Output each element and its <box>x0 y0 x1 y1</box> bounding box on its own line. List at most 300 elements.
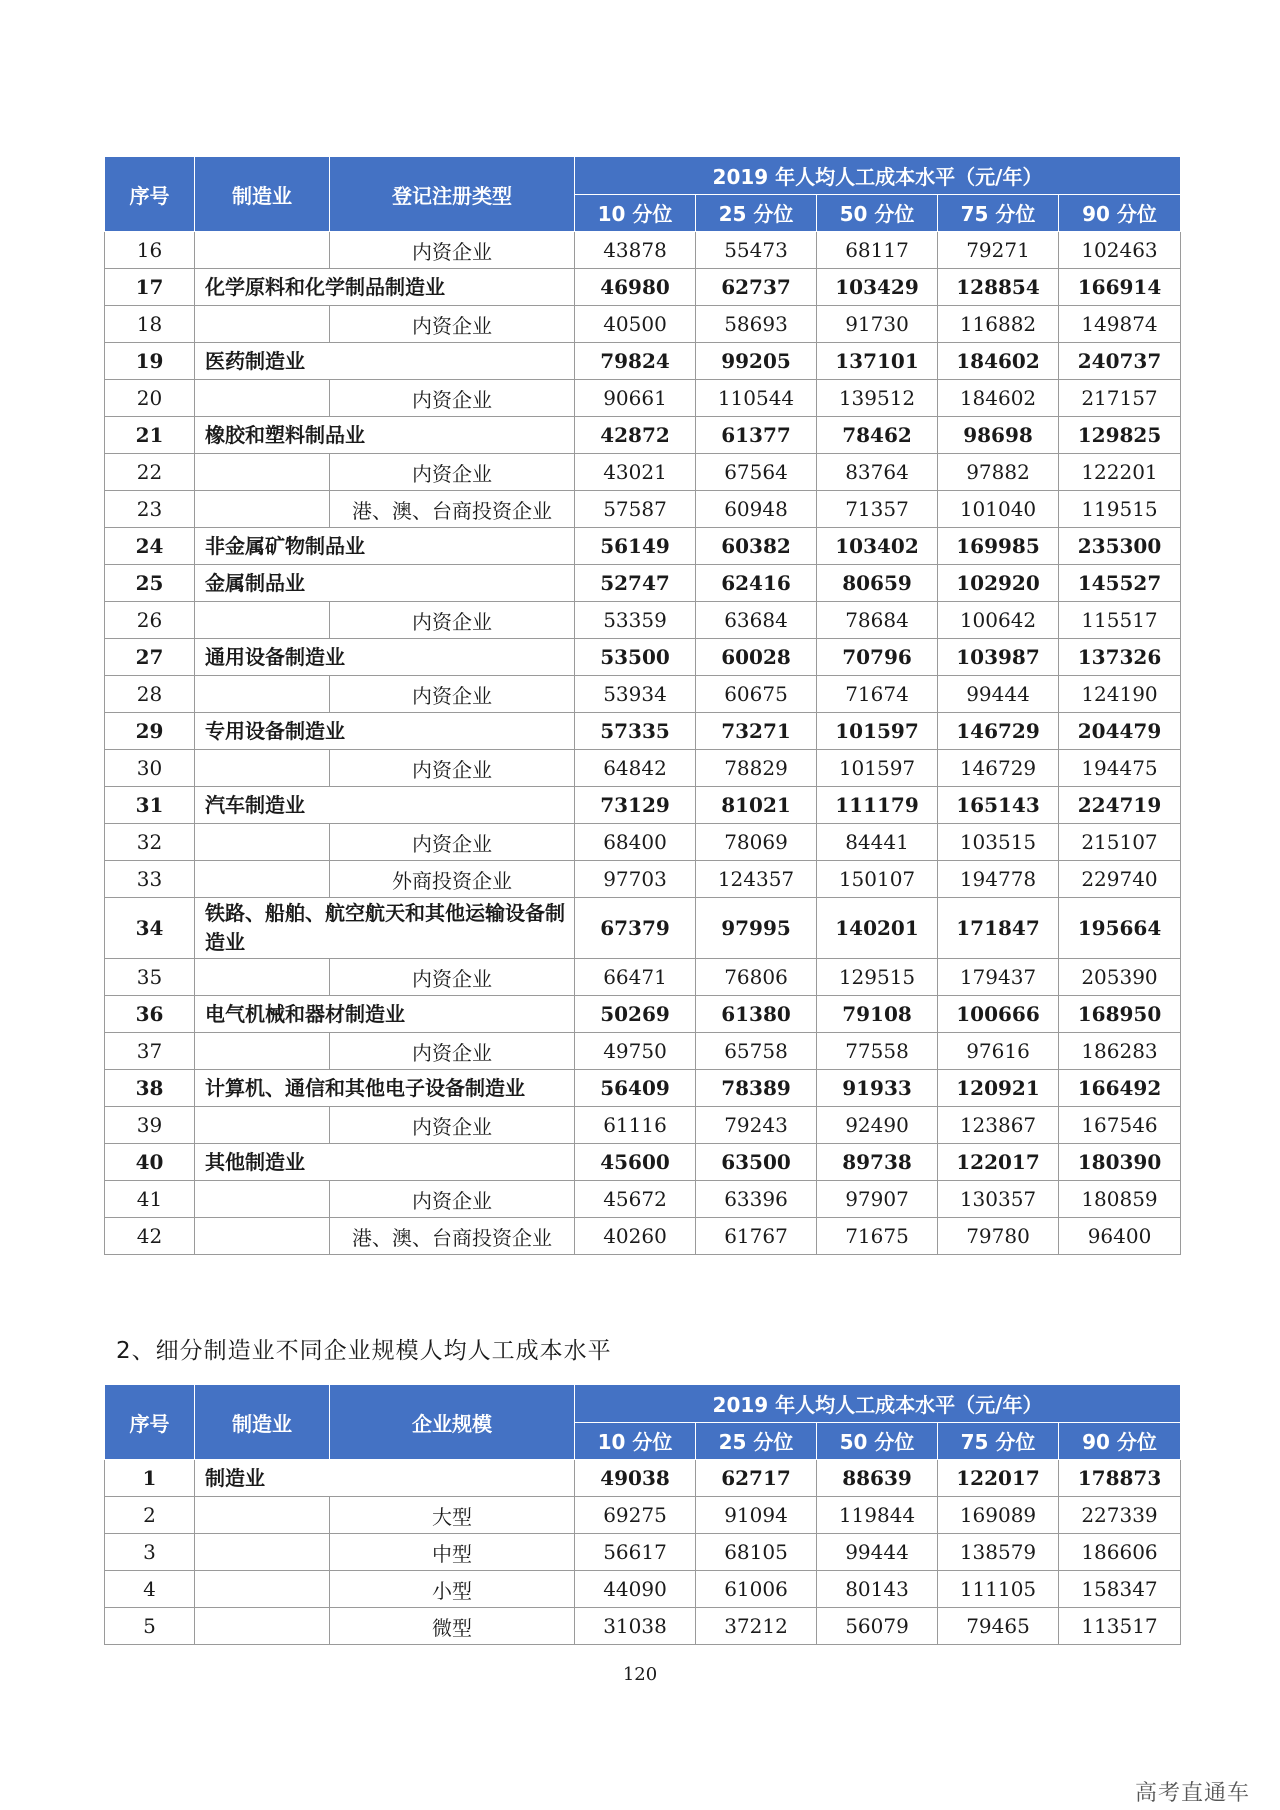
value-p50: 103402 <box>817 528 938 565</box>
header-registration-type: 登记注册类型 <box>330 157 575 232</box>
value-p75: 194778 <box>938 861 1059 898</box>
value-p25: 99205 <box>696 343 817 380</box>
value-p10: 49038 <box>575 1460 696 1497</box>
row-number: 34 <box>105 898 195 959</box>
empty-cell <box>195 861 330 898</box>
row-number: 18 <box>105 306 195 343</box>
value-p25: 79243 <box>696 1107 817 1144</box>
row-number: 5 <box>105 1608 195 1645</box>
value-p25: 91094 <box>696 1497 817 1534</box>
row-number: 37 <box>105 1033 195 1070</box>
table-row <box>105 996 1181 1033</box>
wage-table-by-registration-type <box>104 156 1181 1255</box>
header-p25: 25 分位 <box>696 194 817 232</box>
industry-name: 专用设备制造业 <box>195 713 575 750</box>
empty-cell <box>195 1497 330 1534</box>
value-p50: 70796 <box>817 639 938 676</box>
value-p90: 158347 <box>1059 1571 1181 1608</box>
value-p25: 61377 <box>696 417 817 454</box>
value-p75: 97616 <box>938 1033 1059 1070</box>
value-p90: 229740 <box>1059 861 1181 898</box>
value-p50: 119844 <box>817 1497 938 1534</box>
value-p50: 83764 <box>817 454 938 491</box>
table-row <box>105 1571 1181 1608</box>
value-p50: 103429 <box>817 269 938 306</box>
table-row <box>105 1107 1181 1144</box>
value-p75: 130357 <box>938 1181 1059 1218</box>
category-type: 微型 <box>330 1608 575 1645</box>
value-p25: 78069 <box>696 824 817 861</box>
table-row <box>105 306 1181 343</box>
value-p10: 61116 <box>575 1107 696 1144</box>
value-p50: 71357 <box>817 491 938 528</box>
value-p90: 149874 <box>1059 306 1181 343</box>
value-p90: 195664 <box>1059 898 1181 959</box>
value-p50: 89738 <box>817 1144 938 1181</box>
table-row <box>105 1534 1181 1571</box>
value-p10: 97703 <box>575 861 696 898</box>
table-row <box>105 1608 1181 1645</box>
value-p25: 62416 <box>696 565 817 602</box>
header-no: 序号 <box>105 1385 195 1460</box>
value-p50: 78684 <box>817 602 938 639</box>
table-row <box>105 1218 1181 1255</box>
value-p10: 43878 <box>575 232 696 269</box>
value-p90: 115517 <box>1059 602 1181 639</box>
watermark-text: 高考直通车 <box>1134 1781 1250 1806</box>
empty-cell <box>195 306 330 343</box>
row-number: 31 <box>105 787 195 824</box>
value-p75: 101040 <box>938 491 1059 528</box>
value-p25: 61380 <box>696 996 817 1033</box>
table-row <box>105 602 1181 639</box>
value-p75: 103515 <box>938 824 1059 861</box>
value-p75: 146729 <box>938 750 1059 787</box>
value-p10: 50269 <box>575 996 696 1033</box>
header-cost-group: 2019 年人均人工成本水平（元/年） <box>575 157 1181 195</box>
category-type: 内资企业 <box>330 1107 575 1144</box>
row-number: 30 <box>105 750 195 787</box>
value-p10: 90661 <box>575 380 696 417</box>
value-p75: 179437 <box>938 959 1059 996</box>
category-type: 大型 <box>330 1497 575 1534</box>
row-number: 36 <box>105 996 195 1033</box>
value-p25: 62717 <box>696 1460 817 1497</box>
table-row <box>105 380 1181 417</box>
table-row <box>105 454 1181 491</box>
category-type: 内资企业 <box>330 824 575 861</box>
table-row <box>105 1033 1181 1070</box>
row-number: 24 <box>105 528 195 565</box>
value-p90: 129825 <box>1059 417 1181 454</box>
table-row <box>105 861 1181 898</box>
value-p10: 66471 <box>575 959 696 996</box>
value-p50: 71674 <box>817 676 938 713</box>
value-p75: 102920 <box>938 565 1059 602</box>
table-row <box>105 1460 1181 1497</box>
category-type: 内资企业 <box>330 750 575 787</box>
value-p10: 53934 <box>575 676 696 713</box>
value-p50: 111179 <box>817 787 938 824</box>
industry-name: 金属制品业 <box>195 565 575 602</box>
header-p90: 90 分位 <box>1059 1422 1181 1460</box>
value-p75: 169089 <box>938 1497 1059 1534</box>
value-p90: 137326 <box>1059 639 1181 676</box>
value-p75: 184602 <box>938 343 1059 380</box>
row-number: 21 <box>105 417 195 454</box>
value-p10: 40260 <box>575 1218 696 1255</box>
industry-name: 橡胶和塑料制品业 <box>195 417 575 454</box>
value-p90: 215107 <box>1059 824 1181 861</box>
empty-cell <box>195 1218 330 1255</box>
value-p90: 119515 <box>1059 491 1181 528</box>
value-p10: 67379 <box>575 898 696 959</box>
row-number: 22 <box>105 454 195 491</box>
value-p25: 73271 <box>696 713 817 750</box>
table-row <box>105 343 1181 380</box>
value-p25: 97995 <box>696 898 817 959</box>
value-p75: 169985 <box>938 528 1059 565</box>
category-type: 内资企业 <box>330 306 575 343</box>
value-p75: 122017 <box>938 1144 1059 1181</box>
row-number: 32 <box>105 824 195 861</box>
category-type: 内资企业 <box>330 676 575 713</box>
value-p90: 204479 <box>1059 713 1181 750</box>
value-p25: 60028 <box>696 639 817 676</box>
value-p75: 165143 <box>938 787 1059 824</box>
row-number: 1 <box>105 1460 195 1497</box>
industry-name: 汽车制造业 <box>195 787 575 824</box>
value-p25: 63500 <box>696 1144 817 1181</box>
category-type: 港、澳、台商投资企业 <box>330 491 575 528</box>
empty-cell <box>195 232 330 269</box>
value-p90: 227339 <box>1059 1497 1181 1534</box>
row-number: 23 <box>105 491 195 528</box>
value-p75: 138579 <box>938 1534 1059 1571</box>
category-type: 港、澳、台商投资企业 <box>330 1218 575 1255</box>
table-row <box>105 750 1181 787</box>
table-row <box>105 787 1181 824</box>
value-p90: 122201 <box>1059 454 1181 491</box>
table-row <box>105 1144 1181 1181</box>
header-cost-group: 2019 年人均人工成本水平（元/年） <box>575 1385 1181 1423</box>
row-number: 26 <box>105 602 195 639</box>
value-p50: 91730 <box>817 306 938 343</box>
value-p50: 91933 <box>817 1070 938 1107</box>
table-row <box>105 639 1181 676</box>
table-body <box>105 1460 1181 1645</box>
table-row <box>105 528 1181 565</box>
value-p10: 49750 <box>575 1033 696 1070</box>
industry-name: 医药制造业 <box>195 343 575 380</box>
value-p75: 146729 <box>938 713 1059 750</box>
value-p25: 76806 <box>696 959 817 996</box>
table-row <box>105 565 1181 602</box>
value-p50: 137101 <box>817 343 938 380</box>
header-p75: 75 分位 <box>938 194 1059 232</box>
empty-cell <box>195 1033 330 1070</box>
value-p75: 171847 <box>938 898 1059 959</box>
value-p10: 68400 <box>575 824 696 861</box>
value-p25: 60948 <box>696 491 817 528</box>
table-row <box>105 824 1181 861</box>
empty-cell <box>195 602 330 639</box>
value-p50: 80659 <box>817 565 938 602</box>
value-p25: 61006 <box>696 1571 817 1608</box>
empty-cell <box>195 1107 330 1144</box>
value-p90: 166914 <box>1059 269 1181 306</box>
value-p90: 168950 <box>1059 996 1181 1033</box>
value-p50: 99444 <box>817 1534 938 1571</box>
value-p50: 80143 <box>817 1571 938 1608</box>
row-number: 33 <box>105 861 195 898</box>
value-p90: 113517 <box>1059 1608 1181 1645</box>
table-row <box>105 491 1181 528</box>
row-number: 27 <box>105 639 195 676</box>
table-row <box>105 959 1181 996</box>
table-row <box>105 676 1181 713</box>
value-p50: 101597 <box>817 750 938 787</box>
value-p50: 150107 <box>817 861 938 898</box>
value-p10: 43021 <box>575 454 696 491</box>
table-row <box>105 1497 1181 1534</box>
row-number: 19 <box>105 343 195 380</box>
empty-cell <box>195 959 330 996</box>
value-p90: 235300 <box>1059 528 1181 565</box>
row-number: 3 <box>105 1534 195 1571</box>
value-p10: 56617 <box>575 1534 696 1571</box>
table-row <box>105 417 1181 454</box>
row-number: 2 <box>105 1497 195 1534</box>
value-p50: 56079 <box>817 1608 938 1645</box>
value-p90: 102463 <box>1059 232 1181 269</box>
table-row <box>105 713 1181 750</box>
value-p90: 186606 <box>1059 1534 1181 1571</box>
value-p25: 78829 <box>696 750 817 787</box>
value-p25: 55473 <box>696 232 817 269</box>
row-number: 16 <box>105 232 195 269</box>
value-p75: 116882 <box>938 306 1059 343</box>
industry-name: 电气机械和器材制造业 <box>195 996 575 1033</box>
value-p25: 61767 <box>696 1218 817 1255</box>
row-number: 28 <box>105 676 195 713</box>
value-p90: 167546 <box>1059 1107 1181 1144</box>
category-type: 内资企业 <box>330 959 575 996</box>
row-number: 4 <box>105 1571 195 1608</box>
header-p50: 50 分位 <box>817 1422 938 1460</box>
value-p25: 68105 <box>696 1534 817 1571</box>
row-number: 17 <box>105 269 195 306</box>
value-p75: 97882 <box>938 454 1059 491</box>
value-p10: 45600 <box>575 1144 696 1181</box>
value-p90: 166492 <box>1059 1070 1181 1107</box>
table-row <box>105 269 1181 306</box>
value-p10: 53500 <box>575 639 696 676</box>
value-p50: 71675 <box>817 1218 938 1255</box>
value-p75: 79780 <box>938 1218 1059 1255</box>
value-p10: 57335 <box>575 713 696 750</box>
value-p50: 92490 <box>817 1107 938 1144</box>
value-p10: 57587 <box>575 491 696 528</box>
industry-name: 铁路、船舶、航空航天和其他运输设备制造业 <box>195 898 575 959</box>
industry-name: 计算机、通信和其他电子设备制造业 <box>195 1070 575 1107</box>
value-p10: 44090 <box>575 1571 696 1608</box>
value-p10: 52747 <box>575 565 696 602</box>
value-p25: 81021 <box>696 787 817 824</box>
row-number: 20 <box>105 380 195 417</box>
header-enterprise-size: 企业规模 <box>330 1385 575 1460</box>
table-body <box>105 232 1181 1255</box>
category-type: 中型 <box>330 1534 575 1571</box>
value-p90: 194475 <box>1059 750 1181 787</box>
value-p90: 145527 <box>1059 565 1181 602</box>
header-p25: 25 分位 <box>696 1422 817 1460</box>
industry-name: 其他制造业 <box>195 1144 575 1181</box>
table-row <box>105 232 1181 269</box>
value-p50: 77558 <box>817 1033 938 1070</box>
value-p10: 31038 <box>575 1608 696 1645</box>
row-number: 29 <box>105 713 195 750</box>
value-p25: 110544 <box>696 380 817 417</box>
value-p75: 184602 <box>938 380 1059 417</box>
industry-name: 非金属矿物制品业 <box>195 528 575 565</box>
value-p25: 63684 <box>696 602 817 639</box>
value-p25: 37212 <box>696 1608 817 1645</box>
value-p10: 42872 <box>575 417 696 454</box>
value-p25: 78389 <box>696 1070 817 1107</box>
value-p50: 140201 <box>817 898 938 959</box>
value-p75: 123867 <box>938 1107 1059 1144</box>
value-p75: 103987 <box>938 639 1059 676</box>
value-p90: 240737 <box>1059 343 1181 380</box>
value-p25: 124357 <box>696 861 817 898</box>
value-p75: 99444 <box>938 676 1059 713</box>
value-p10: 56409 <box>575 1070 696 1107</box>
category-type: 小型 <box>330 1571 575 1608</box>
value-p75: 100642 <box>938 602 1059 639</box>
category-type: 内资企业 <box>330 1033 575 1070</box>
value-p10: 69275 <box>575 1497 696 1534</box>
value-p10: 79824 <box>575 343 696 380</box>
category-type: 内资企业 <box>330 232 575 269</box>
industry-name: 制造业 <box>195 1460 575 1497</box>
header-p10: 10 分位 <box>575 1422 696 1460</box>
industry-name: 通用设备制造业 <box>195 639 575 676</box>
header-industry: 制造业 <box>195 1385 330 1460</box>
row-number: 41 <box>105 1181 195 1218</box>
value-p75: 122017 <box>938 1460 1059 1497</box>
value-p75: 111105 <box>938 1571 1059 1608</box>
value-p10: 73129 <box>575 787 696 824</box>
row-number: 25 <box>105 565 195 602</box>
value-p10: 40500 <box>575 306 696 343</box>
empty-cell <box>195 454 330 491</box>
header-p75: 75 分位 <box>938 1422 1059 1460</box>
value-p50: 68117 <box>817 232 938 269</box>
empty-cell <box>195 1571 330 1608</box>
value-p90: 180859 <box>1059 1181 1181 1218</box>
value-p50: 88639 <box>817 1460 938 1497</box>
value-p50: 97907 <box>817 1181 938 1218</box>
table-row <box>105 1181 1181 1218</box>
value-p75: 98698 <box>938 417 1059 454</box>
row-number: 38 <box>105 1070 195 1107</box>
value-p25: 62737 <box>696 269 817 306</box>
empty-cell <box>195 1608 330 1645</box>
value-p90: 217157 <box>1059 380 1181 417</box>
category-type: 内资企业 <box>330 454 575 491</box>
category-type: 内资企业 <box>330 602 575 639</box>
row-number: 40 <box>105 1144 195 1181</box>
value-p50: 78462 <box>817 417 938 454</box>
header-p10: 10 分位 <box>575 194 696 232</box>
category-type: 外商投资企业 <box>330 861 575 898</box>
empty-cell <box>195 676 330 713</box>
value-p50: 79108 <box>817 996 938 1033</box>
table-row <box>105 1070 1181 1107</box>
value-p75: 79465 <box>938 1608 1059 1645</box>
section-title: 2、细分制造业不同企业规模人均人工成本水平 <box>116 1338 612 1364</box>
value-p25: 58693 <box>696 306 817 343</box>
value-p25: 60675 <box>696 676 817 713</box>
header-no: 序号 <box>105 157 195 232</box>
value-p50: 84441 <box>817 824 938 861</box>
value-p10: 56149 <box>575 528 696 565</box>
category-type: 内资企业 <box>330 380 575 417</box>
value-p90: 124190 <box>1059 676 1181 713</box>
value-p10: 45672 <box>575 1181 696 1218</box>
value-p75: 128854 <box>938 269 1059 306</box>
empty-cell <box>195 491 330 528</box>
value-p90: 96400 <box>1059 1218 1181 1255</box>
value-p50: 101597 <box>817 713 938 750</box>
row-number: 42 <box>105 1218 195 1255</box>
value-p90: 224719 <box>1059 787 1181 824</box>
empty-cell <box>195 824 330 861</box>
row-number: 35 <box>105 959 195 996</box>
value-p75: 100666 <box>938 996 1059 1033</box>
table-row <box>105 898 1181 959</box>
wage-table-by-enterprise-size <box>104 1384 1181 1645</box>
value-p75: 120921 <box>938 1070 1059 1107</box>
value-p90: 205390 <box>1059 959 1181 996</box>
empty-cell <box>195 1181 330 1218</box>
empty-cell <box>195 380 330 417</box>
value-p25: 63396 <box>696 1181 817 1218</box>
value-p75: 79271 <box>938 232 1059 269</box>
value-p50: 139512 <box>817 380 938 417</box>
header-p90: 90 分位 <box>1059 194 1181 232</box>
empty-cell <box>195 750 330 787</box>
value-p10: 53359 <box>575 602 696 639</box>
value-p25: 60382 <box>696 528 817 565</box>
value-p25: 67564 <box>696 454 817 491</box>
row-number: 39 <box>105 1107 195 1144</box>
value-p90: 186283 <box>1059 1033 1181 1070</box>
empty-cell <box>195 1534 330 1571</box>
page-number: 120 <box>622 1664 658 1685</box>
value-p90: 178873 <box>1059 1460 1181 1497</box>
value-p25: 65758 <box>696 1033 817 1070</box>
industry-name: 化学原料和化学制品制造业 <box>195 269 575 306</box>
header-industry: 制造业 <box>195 157 330 232</box>
value-p90: 180390 <box>1059 1144 1181 1181</box>
category-type: 内资企业 <box>330 1181 575 1218</box>
value-p10: 46980 <box>575 269 696 306</box>
header-p50: 50 分位 <box>817 194 938 232</box>
value-p50: 129515 <box>817 959 938 996</box>
value-p10: 64842 <box>575 750 696 787</box>
